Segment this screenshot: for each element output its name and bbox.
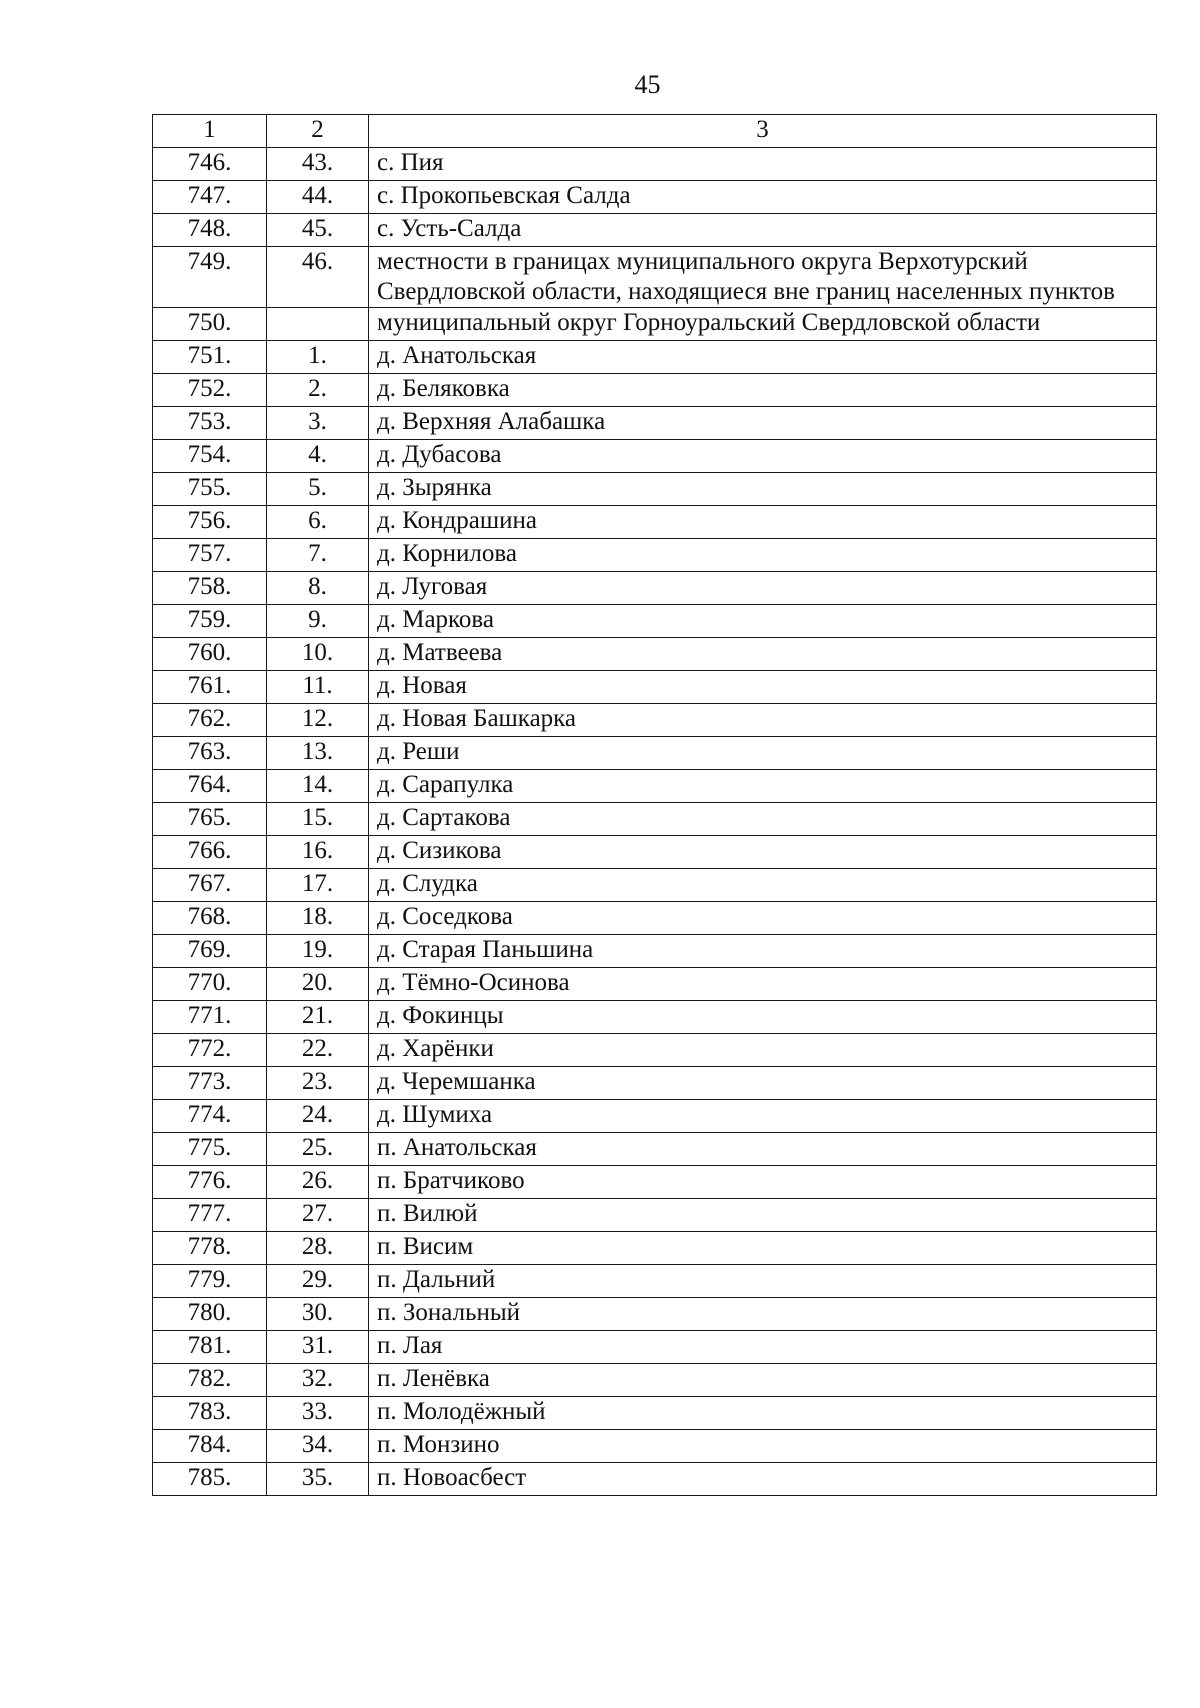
sub-number-cell: 15. bbox=[267, 803, 369, 836]
settlement-name-cell: п. Ленёвка bbox=[369, 1364, 1157, 1397]
row-number-cell: 761. bbox=[153, 671, 267, 704]
page-number: 45 bbox=[634, 70, 661, 99]
table-row bbox=[153, 902, 1157, 935]
table-row bbox=[153, 1298, 1157, 1331]
sub-number-cell: 13. bbox=[267, 737, 369, 770]
table-row bbox=[153, 1166, 1157, 1199]
table-row bbox=[153, 1232, 1157, 1265]
table-row bbox=[153, 1331, 1157, 1364]
settlement-name-cell: п. Висим bbox=[369, 1232, 1157, 1265]
table-row bbox=[153, 704, 1157, 737]
settlement-name-cell: д. Слудка bbox=[369, 869, 1157, 902]
table-row bbox=[153, 214, 1157, 247]
settlement-name-cell: д. Дубасова bbox=[369, 440, 1157, 473]
table-row bbox=[153, 1100, 1157, 1133]
sub-number-cell: 6. bbox=[267, 506, 369, 539]
row-number-cell: 766. bbox=[153, 836, 267, 869]
sub-number-cell: 31. bbox=[267, 1331, 369, 1364]
table-row bbox=[153, 341, 1157, 374]
sub-number-cell: 33. bbox=[267, 1397, 369, 1430]
table-header-row bbox=[153, 115, 1157, 148]
sub-number-cell: 8. bbox=[267, 572, 369, 605]
table-row bbox=[153, 440, 1157, 473]
table-row bbox=[153, 247, 1157, 308]
table-row bbox=[153, 374, 1157, 407]
sub-number-cell: 11. bbox=[267, 671, 369, 704]
row-number-cell: 752. bbox=[153, 374, 267, 407]
row-number-cell: 779. bbox=[153, 1265, 267, 1298]
sub-number-cell bbox=[267, 308, 369, 341]
row-number-cell: 778. bbox=[153, 1232, 267, 1265]
settlement-name-cell: п. Братчиково bbox=[369, 1166, 1157, 1199]
sub-number-cell: 43. bbox=[267, 148, 369, 181]
sub-number-cell: 19. bbox=[267, 935, 369, 968]
table-row bbox=[153, 539, 1157, 572]
table-row bbox=[153, 1430, 1157, 1463]
row-number-cell: 782. bbox=[153, 1364, 267, 1397]
settlement-name-cell: п. Вилюй bbox=[369, 1199, 1157, 1232]
row-number-cell: 748. bbox=[153, 214, 267, 247]
settlement-name-cell: п. Монзино bbox=[369, 1430, 1157, 1463]
table-row bbox=[153, 181, 1157, 214]
row-number-cell: 764. bbox=[153, 770, 267, 803]
sub-number-cell: 12. bbox=[267, 704, 369, 737]
sub-number-cell: 7. bbox=[267, 539, 369, 572]
table-row bbox=[153, 638, 1157, 671]
row-number-cell: 777. bbox=[153, 1199, 267, 1232]
row-number-cell: 784. bbox=[153, 1430, 267, 1463]
sub-number-cell: 4. bbox=[267, 440, 369, 473]
sub-number-cell: 9. bbox=[267, 605, 369, 638]
sub-number-cell: 30. bbox=[267, 1298, 369, 1331]
sub-number-cell: 28. bbox=[267, 1232, 369, 1265]
row-number-cell: 768. bbox=[153, 902, 267, 935]
row-number-cell: 774. bbox=[153, 1100, 267, 1133]
row-number-cell: 749. bbox=[153, 247, 267, 308]
settlement-name-cell: д. Маркова bbox=[369, 605, 1157, 638]
settlement-name-cell: д. Сартакова bbox=[369, 803, 1157, 836]
row-number-cell: 780. bbox=[153, 1298, 267, 1331]
settlement-name-cell: с. Пия bbox=[369, 148, 1157, 181]
table-row bbox=[153, 1199, 1157, 1232]
table-row bbox=[153, 473, 1157, 506]
table-row bbox=[153, 1133, 1157, 1166]
row-number-cell: 775. bbox=[153, 1133, 267, 1166]
row-number-cell: 773. bbox=[153, 1067, 267, 1100]
settlement-name-cell: местности в границах муниципального округа Верхотурский Свердловской области, находящиеся вне границ населенных пунктов bbox=[369, 247, 1157, 308]
table-row bbox=[153, 1364, 1157, 1397]
sub-number-cell: 22. bbox=[267, 1034, 369, 1067]
settlement-name-cell: с. Усть-Салда bbox=[369, 214, 1157, 247]
sub-number-cell: 44. bbox=[267, 181, 369, 214]
row-number-cell: 758. bbox=[153, 572, 267, 605]
sub-number-cell: 34. bbox=[267, 1430, 369, 1463]
settlement-name-cell: д. Фокинцы bbox=[369, 1001, 1157, 1034]
table-row bbox=[153, 1067, 1157, 1100]
row-number-cell: 751. bbox=[153, 341, 267, 374]
sub-number-cell: 24. bbox=[267, 1100, 369, 1133]
settlement-name-cell: д. Старая Паньшина bbox=[369, 935, 1157, 968]
table-row bbox=[153, 506, 1157, 539]
sub-number-cell: 46. bbox=[267, 247, 369, 308]
row-number-cell: 753. bbox=[153, 407, 267, 440]
settlement-name-cell: д. Харёнки bbox=[369, 1034, 1157, 1067]
header-cell-3: 3 bbox=[369, 115, 1157, 148]
row-number-cell: 760. bbox=[153, 638, 267, 671]
table-row bbox=[153, 869, 1157, 902]
table-row bbox=[153, 1034, 1157, 1067]
row-number-cell: 757. bbox=[153, 539, 267, 572]
row-number-cell: 746. bbox=[153, 148, 267, 181]
sub-number-cell: 17. bbox=[267, 869, 369, 902]
sub-number-cell: 10. bbox=[267, 638, 369, 671]
sub-number-cell: 23. bbox=[267, 1067, 369, 1100]
row-number-cell: 767. bbox=[153, 869, 267, 902]
settlement-name-cell: д. Сарапулка bbox=[369, 770, 1157, 803]
table-row bbox=[153, 1001, 1157, 1034]
row-number-cell: 754. bbox=[153, 440, 267, 473]
settlement-name-cell: д. Тёмно-Осинова bbox=[369, 968, 1157, 1001]
settlement-name-cell: п. Зональный bbox=[369, 1298, 1157, 1331]
settlement-name-cell: д. Матвеева bbox=[369, 638, 1157, 671]
row-number-cell: 759. bbox=[153, 605, 267, 638]
sub-number-cell: 21. bbox=[267, 1001, 369, 1034]
row-number-cell: 783. bbox=[153, 1397, 267, 1430]
table-row bbox=[153, 605, 1157, 638]
row-number-cell: 781. bbox=[153, 1331, 267, 1364]
sub-number-cell: 25. bbox=[267, 1133, 369, 1166]
settlements-table bbox=[152, 114, 1157, 1496]
header-cell-1: 1 bbox=[153, 115, 267, 148]
row-number-cell: 772. bbox=[153, 1034, 267, 1067]
row-number-cell: 776. bbox=[153, 1166, 267, 1199]
settlement-name-cell: д. Новая bbox=[369, 671, 1157, 704]
table-row bbox=[153, 407, 1157, 440]
settlement-name-cell: п. Анатольская bbox=[369, 1133, 1157, 1166]
settlement-name-cell: д. Корнилова bbox=[369, 539, 1157, 572]
row-number-cell: 762. bbox=[153, 704, 267, 737]
row-number-cell: 750. bbox=[153, 308, 267, 341]
settlement-name-cell: д. Реши bbox=[369, 737, 1157, 770]
table-row bbox=[153, 770, 1157, 803]
row-number-cell: 770. bbox=[153, 968, 267, 1001]
sub-number-cell: 5. bbox=[267, 473, 369, 506]
sub-number-cell: 18. bbox=[267, 902, 369, 935]
sub-number-cell: 35. bbox=[267, 1463, 369, 1496]
settlement-name-cell: д. Беляковка bbox=[369, 374, 1157, 407]
table-row bbox=[153, 308, 1157, 341]
row-number-cell: 765. bbox=[153, 803, 267, 836]
row-number-cell: 769. bbox=[153, 935, 267, 968]
sub-number-cell: 27. bbox=[267, 1199, 369, 1232]
sub-number-cell: 29. bbox=[267, 1265, 369, 1298]
table-row bbox=[153, 671, 1157, 704]
header-cell-2: 2 bbox=[267, 115, 369, 148]
row-number-cell: 763. bbox=[153, 737, 267, 770]
settlement-name-cell: д. Верхняя Алабашка bbox=[369, 407, 1157, 440]
settlement-name-cell: муниципальный округ Горноуральский Свердловской области bbox=[369, 308, 1157, 341]
row-number-cell: 785. bbox=[153, 1463, 267, 1496]
table-row bbox=[153, 968, 1157, 1001]
settlement-name-cell: д. Кондрашина bbox=[369, 506, 1157, 539]
settlement-name-cell: п. Новоасбест bbox=[369, 1463, 1157, 1496]
row-number-cell: 756. bbox=[153, 506, 267, 539]
settlement-name-cell: д. Соседкова bbox=[369, 902, 1157, 935]
table-row bbox=[153, 572, 1157, 605]
sub-number-cell: 2. bbox=[267, 374, 369, 407]
row-number-cell: 747. bbox=[153, 181, 267, 214]
sub-number-cell: 16. bbox=[267, 836, 369, 869]
settlement-name-cell: п. Дальний bbox=[369, 1265, 1157, 1298]
table-row bbox=[153, 148, 1157, 181]
settlement-name-cell: д. Шумиха bbox=[369, 1100, 1157, 1133]
table-row bbox=[153, 1463, 1157, 1496]
table-row bbox=[153, 803, 1157, 836]
row-number-cell: 755. bbox=[153, 473, 267, 506]
settlement-name-cell: п. Лая bbox=[369, 1331, 1157, 1364]
sub-number-cell: 1. bbox=[267, 341, 369, 374]
table-row bbox=[153, 836, 1157, 869]
sub-number-cell: 3. bbox=[267, 407, 369, 440]
settlement-name-cell: п. Молодёжный bbox=[369, 1397, 1157, 1430]
sub-number-cell: 26. bbox=[267, 1166, 369, 1199]
table-row bbox=[153, 737, 1157, 770]
settlement-name-cell: д. Черемшанка bbox=[369, 1067, 1157, 1100]
table-row bbox=[153, 1397, 1157, 1430]
table-row bbox=[153, 935, 1157, 968]
settlement-name-cell: д. Новая Башкарка bbox=[369, 704, 1157, 737]
sub-number-cell: 45. bbox=[267, 214, 369, 247]
settlement-name-cell: д. Сизикова bbox=[369, 836, 1157, 869]
settlement-name-cell: д. Луговая bbox=[369, 572, 1157, 605]
row-number-cell: 771. bbox=[153, 1001, 267, 1034]
settlement-name-cell: с. Прокопьевская Салда bbox=[369, 181, 1157, 214]
table-row bbox=[153, 1265, 1157, 1298]
sub-number-cell: 14. bbox=[267, 770, 369, 803]
settlement-name-cell: д. Анатольская bbox=[369, 341, 1157, 374]
sub-number-cell: 20. bbox=[267, 968, 369, 1001]
sub-number-cell: 32. bbox=[267, 1364, 369, 1397]
settlement-name-cell: д. Зырянка bbox=[369, 473, 1157, 506]
